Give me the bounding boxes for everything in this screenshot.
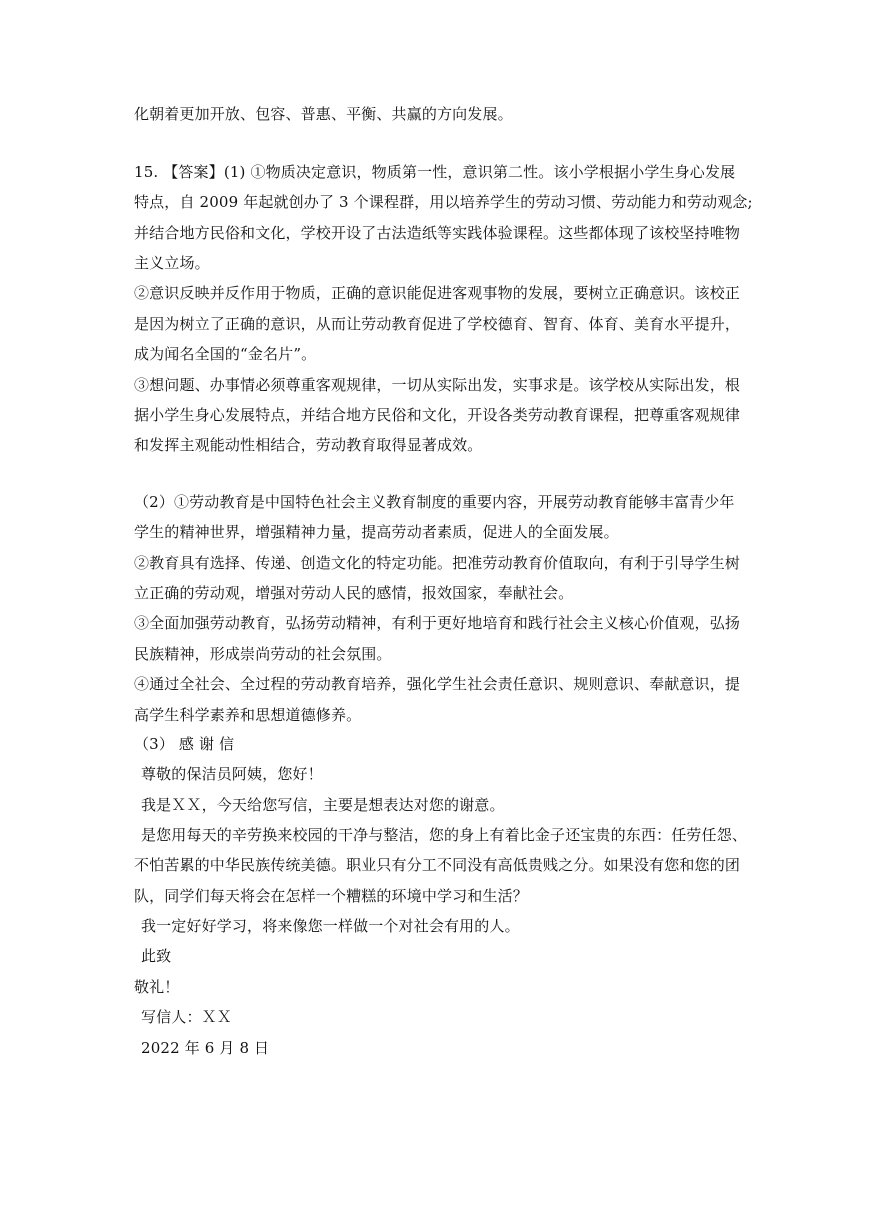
- q15-line-2: 特点，自 2009 年起就创办了 3 个课程群，用以培养学生的劳动习惯、劳动能力和劳动观念;: [134, 193, 753, 211]
- part2-line-5: ③全面加强劳动教育，弘扬劳动精神，有利于更好地培育和践行社会主义核心价值观，弘扬: [134, 614, 741, 632]
- letter-date: 2022 年 6 月 8 日: [141, 1039, 270, 1057]
- part2-line-6: 民族精神，形成崇尚劳动的社会氛围。: [134, 645, 392, 663]
- part2-line-2: 学生的精神世界，增强精神力量，提高劳动者素质，促进人的全面发展。: [134, 523, 619, 541]
- letter-paragraph-2-line-3: 队，同学们每天将会在怎样一个糟糕的环境中学习和生活？: [134, 887, 528, 905]
- q15-line-10: 和发挥主观能动性相结合，劳动教育取得显著成效。: [134, 436, 483, 454]
- q15-line-8: ③想问题、办事情必须尊重客观规律，一切从实际出发，实事求是。该学校从实际出发，根: [134, 376, 741, 394]
- q15-line-7: 成为闻名全国的“金名片”。: [134, 345, 317, 363]
- q15-line-1: 15. 【答案】(1) ①物质决定意识，物质第一性，意识第二性。该小学根据小学生身心发展: [134, 163, 736, 181]
- part2-line-4: 立正确的劳动观，增强对劳动人民的感情，报效国家，奉献社会。: [134, 584, 574, 602]
- part2-line-1: （2）①劳动教育是中国特色社会主义教育制度的重要内容，开展劳动教育能够丰富青少年: [134, 493, 735, 511]
- intro-line: 化朝着更加开放、包容、普惠、平衡、共赢的方向发展。: [134, 105, 513, 123]
- letter-paragraph-1: 我是ＸＸ，今天给您写信，主要是想表达对您的谢意。: [141, 796, 505, 814]
- letter-signature: 写信人：ＸＸ: [141, 1008, 232, 1026]
- q15-line-3: 并结合地方民俗和文化，学校开设了古法造纸等实践体验课程。这些都体现了该校坚持唯物: [134, 224, 741, 242]
- letter-paragraph-2-line-2: 不怕苦累的中华民族传统美德。职业只有分工不同没有高低贵贱之分。如果没有您和您的团: [134, 856, 741, 874]
- part2-line-3: ②教育具有选择、传递、创造文化的特定功能。把准劳动教育价值取向，有利于引导学生树: [134, 554, 741, 572]
- letter-greeting: 尊敬的保洁员阿姨，您好！: [141, 765, 323, 783]
- letter-paragraph-3: 我一定好好学习，将来像您一样做一个对社会有用的人。: [141, 917, 520, 935]
- part2-line-8: 高学生科学素养和思想道德修养。: [134, 706, 362, 724]
- letter-closing-1: 此致: [141, 947, 172, 965]
- q15-line-5: ②意识反映并反作用于物质，正确的意识能促进客观事物的发展，要树立正确意识。该校正: [134, 284, 741, 302]
- part2-line-7: ④通过全社会、全过程的劳动教育培养，强化学生社会责任意识、规则意识、奉献意识，提: [134, 675, 741, 693]
- letter-heading: （3） 感 谢 信: [134, 735, 235, 753]
- letter-closing-2: 敬礼！: [134, 978, 180, 996]
- q15-line-6: 是因为树立了正确的意识，从而让劳动教育促进了学校德育、智育、体育、美育水平提升，: [134, 315, 741, 333]
- q15-line-9: 据小学生身心发展特点，并结合地方民俗和文化，开设各类劳动教育课程，把尊重客观规律: [134, 406, 741, 424]
- q15-line-4: 主义立场。: [134, 254, 210, 272]
- letter-paragraph-2-line-1: 是您用每天的辛劳换来校园的干净与整洁，您的身上有着比金子还宝贵的东西：任劳任怨、: [141, 826, 748, 844]
